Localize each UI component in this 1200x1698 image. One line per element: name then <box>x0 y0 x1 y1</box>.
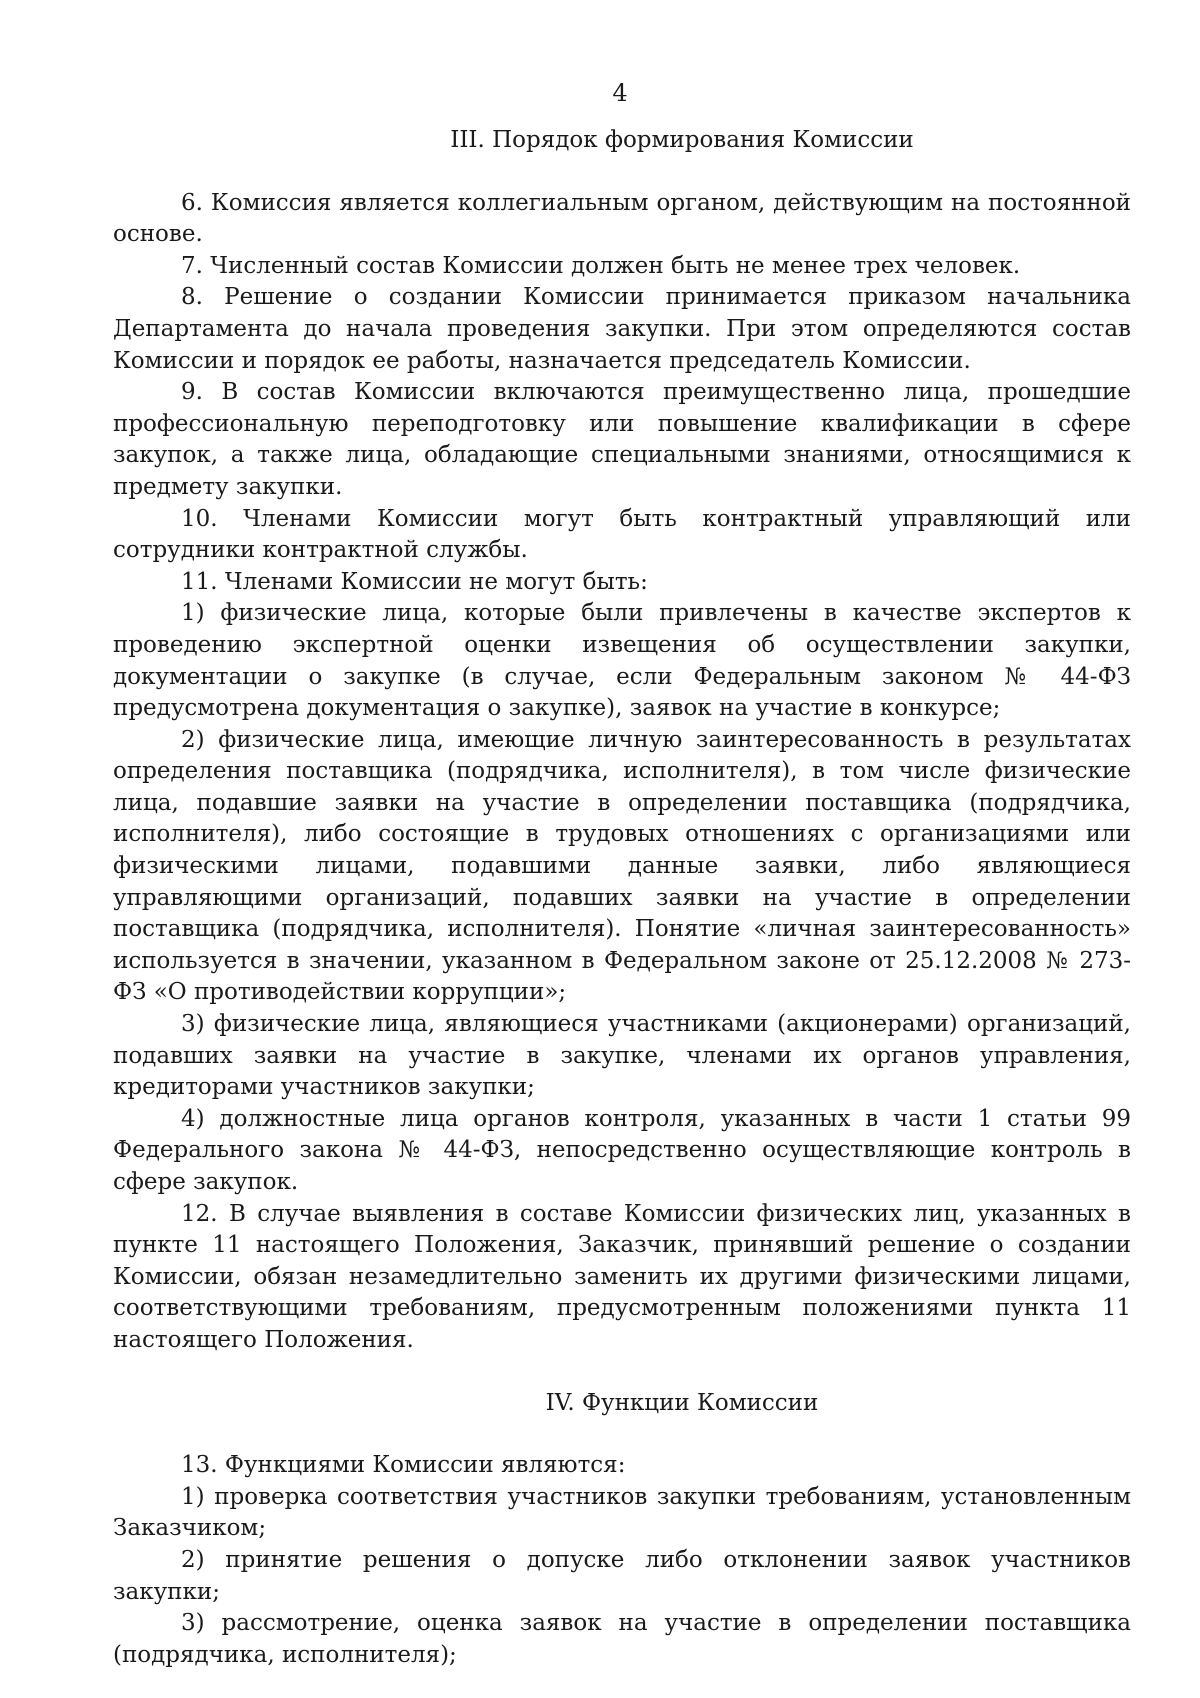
section-title-4: IV. Функции Комиссии <box>545 1389 819 1416</box>
paragraph-7: 7. Численный состав Комиссии должен быть не менее трех человек. <box>181 252 1021 279</box>
paragraph-13-item-1: 1) проверка соответствия участников закупки требованиям, установленным Заказчиком; <box>113 1483 1131 1542</box>
page-number: 4 <box>612 79 628 107</box>
paragraph-13: 13. Функциями Комиссии являются: <box>181 1452 626 1479</box>
paragraph-9: 9. В состав Комиссии включаются преимущественно лица, прошедшие профессиональную переподготовку или повышение квалификации в сфере закупок, а также лица, обладающие специальными знаниями, относящимися к предмету закупки. <box>113 379 1131 500</box>
paragraph-11: 11. Членами Комиссии не могут быть: <box>181 568 648 595</box>
paragraph-13-item-2: 2) принятие решения о допуске либо отклонении заявок участников закупки; <box>113 1546 1131 1605</box>
paragraph-11-item-1: 1) физические лица, которые были привлечены в качестве экспертов к проведению экспертной оценки извещения об осуществлении закупки, документации о закупке (в случае, если Федеральным законом № 44-ФЗ предусмотрена документация о закупке), заявок на участие в конкурсе; <box>113 600 1131 722</box>
paragraph-11-item-3: 3) физические лица, являющиеся участниками (акционерами) организаций, подавших заявки на участие в закупке, членами их органов управления, кредиторами участников закупки; <box>113 1011 1131 1101</box>
section-title-3: III. Порядок формирования Комиссии <box>450 127 914 153</box>
paragraph-11-item-2: 2) физические лица, имеющие личную заинтересованность в результатах определения поставщика (подрядчика, исполнителя), в том числе физические лица, подавшие заявки на участие в определении поставщика (подрядчика, исполнителя), либо состоящие в трудовых отношениях с организациями или физическими лицами, подавшими данные заявки, либо являющиеся управляющими организаций, подавших заявки на участие в определении поставщика (подрядчика, исполнителя). Понятие «личная заинтересованность» используется в значении, указанном в Федеральном законе от 25.12.2008 № 273-ФЗ «О противодействии коррупции»; <box>113 726 1131 1006</box>
document-body <box>113 125 1131 1671</box>
paragraph-10: 10. Членами Комиссии могут быть контрактный управляющий или сотрудники контрактной службы. <box>113 505 1131 564</box>
paragraph-8: 8. Решение о создании Комиссии принимается приказом начальника Департамента до начала проведения закупки. При этом определяются состав Комиссии и порядок ее работы, назначается председатель Комиссии. <box>113 284 1131 374</box>
paragraph-12: 12. В случае выявления в составе Комиссии физических лиц, указанных в пункте 11 настоящего Положения, Заказчик, принявший решение о создании Комиссии, обязан незамедлительно заменить их другими физическими лицами, соответствующими требованиям, предусмотренным положениями пункта 11 настоящего Положения. <box>113 1200 1131 1353</box>
paragraph-6: 6. Комиссия является коллегиальным органом, действующим на постоянной основе. <box>113 189 1131 248</box>
paragraph-11-item-4: 4) должностные лица органов контроля, указанных в части 1 статьи 99 Федерального закона № 44-ФЗ, непосредственно осуществляющие контроль в сфере закупок. <box>113 1105 1131 1195</box>
paragraph-13-item-3: 3) рассмотрение, оценка заявок на участие в определении поставщика (подрядчика, исполнителя); <box>113 1610 1131 1668</box>
